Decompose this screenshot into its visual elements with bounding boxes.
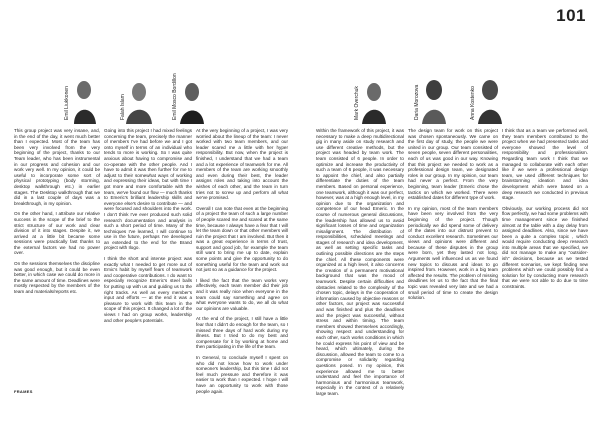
- paragraph: In my opinion, most of the team members have been very involved from the very beginning of the project. Though periodically we did spend some of delivery of the dates into our distrust prevent to conduct excellent research. Sometimes our views and opinions were different and because of these disputes in the group were born, yet they lasted not long. Arguments well influenced us as we found new topics to discuss and ideas to go inspired from. However, work in a big team affected the results. The problem of missing deadlines let us to the fact that the final topic was revealed very late and we had a small period of time to create the design solution.: [408, 205, 498, 301]
- team-member-name: Emil Mosco Bordillon: [172, 73, 178, 120]
- paragraph: Obviously, our working process did not flow perfectly, we had some problems with time management since we finished almost at the table with a day delay from assigned deadlines. Also, since we have been a quite a complex topic , which would require conducting deep research into multiple areas that we specified, we did not manage to make any "outsider-ish" decisions, because as we tested different scenarios, we kept finding new problems which we could possibly find a solution for by conducting more research that we were not able to do due to time constraints.: [502, 205, 588, 290]
- team-photo: [170, 20, 206, 124]
- paragraph: At the end of the project, I still have a little fear that I didn't do enough for the team, so I missed three days of hard work during my illness. But I tried to do my best and compensate for it by working at home and then participating in the life of the team.: [196, 316, 288, 350]
- team-member-name: Emil Liukkonen: [64, 86, 70, 120]
- team-member-name: Anna Kostenko: [470, 86, 476, 120]
- team-photo: [62, 20, 98, 124]
- paragraph: This group project was very insane, and, in the end of the day, it went much better than I expected. Most of the team has been very involved from the very beginning of the project, thanks to our Team leader, who has been instrumental in our progress and cohesion and our work very well. In my opinion, it could be useful to incorporate some sort of physical prototyping (body storming, desktop walkthrough etc.) in earlier stages. The Desktop walkthrough that we did in a last couple of days was a breakthrough, in my opinion.: [14, 128, 100, 206]
- team-member-name: Falah Islam: [120, 94, 126, 120]
- paragraph: Going into this project I had mixed feelings concerning the team, precisely the manner of members I've had before we and I got onto myself in terms of an individual who tends to more is working. So I was quite anxious about having to compromise and co-operate with the other people. And I have to admit it was then further for me to adjust to their somewhat ways of working and expressing their ideas, but with time I got more and more comfortable with the team, we've found our flow — much thanks to Emeric's brilliant leadership skills and everyone else's desire to contribute — and were focused and shoulders into the work. I don't think I've ever produced such solid research documentation and analysis in such a short period of time. Many of the techniques I've learned, I will continue to use in the future, perhaps I've developed an extended to the end for the Brand project with Ilogo.: [104, 128, 192, 251]
- testimonial-column: [316, 128, 404, 402]
- testimonial-column: [104, 128, 192, 328]
- testimonial-column: [502, 128, 588, 295]
- team-photo: [468, 20, 504, 124]
- page-number: 101: [556, 6, 586, 25]
- paragraph: I think the short and intense project was exactly what I needed to get more out of Emic's habit by myself fears of teamwork and cooperative contributions. I do want to especially recognize Emeric's steel balls for putting up with us and guiding us to the right tracks. As well as every member's input and efforts — at the end it was a pleasure to work with this team in the scope of this project. It changed a lot of the views I had on group works, leadership and other people's potentials.: [104, 256, 192, 323]
- paragraph: At the very beginning of a project, I was very worried about the lineup of the team: I never worked with two team members, and our leader scared me a little with her hyper responsibility. But now, when the project is finished, I understand that we had a team and a lot experience of teamwork for me. All members of the team are working smoothly and even during their best, the leader assigns roles and taking into account the wishes of each other, and the team in turn tries not to screw up and perform all what we've promised.: [196, 128, 288, 201]
- paragraph: The design team for work on this project was chosen spontaneously. We came on the first day of study, the people we were united in our group. Our team consisted of seven people, seven different personalities, each of us was good in our way. Knowing that this project we needed to work as a professional design team, we designated roles in our group. In my opinion, our team had never a perfect. From the very beginning, team leader (Emeric chose the tactics on which we worked. There were established dates for different type of work.: [408, 128, 498, 201]
- paragraph: On the sessions themselves the discipline was good enough, but it could be even better, in which case we could do more in the same amount of time. Deadlines were mostly respected by the members of the team and materials/reports etc.: [14, 261, 100, 295]
- testimonial-column: [14, 128, 100, 300]
- testimonial-column: [196, 128, 288, 399]
- team-member-name: Mark Overchuk: [354, 86, 360, 120]
- paragraph: In General, to conclude myself I spent on who did not know how to work under someone's leadership, but this time I did not feel much pressure and therefore it was easier to work than I expected. I hope I will have an opportunity to work with those people again.: [196, 354, 288, 394]
- team-photo: [118, 20, 154, 124]
- paragraph: Within the framework of this project, it was necessary to make a deep multidirectional gig in many aside on study research and use different creative methods, but the project was headed by team work. The team consisted of 6 people. In order to optimize and increase the productivity of such a team of 6 people, it was necessary to appoint the chief, and also partially differentiate the duties of the team members. Based on personal experience, one teamwork, although it was our perfect, however, was at a high enough level, in my opinion due to the organization and competence of our head Emeric. In the course of numerous general discussions, the leadership has allowed us to avoid significant losses of time and organization misalignment. The distribution of responsibilities, scheduled meetings and stages of research and idea development, as well as setting specific tasks and outlining possible directions are the steps the chief. All these components were organized at a high level, it also concerns the creation of a permanent motivational background that was the mood of teamwork. Despite certain difficulties and obstacles related to the complexity of the chosen topic, delays in the cooperation of information caused by objective reasons or other factors, our project was successful and was finished and plus the deadlines and the project was successful, without stress and within timing. The team members showed themselves accordingly, showing respect and understanding for each other, such works conditions in which he could express his point of view and be heard, which ultimately, during the discussion, allowed the team to come to a compromise or solidarity regarding questions posed. In my opinion, this experience allowed me to better understand and feel the importance of harmonious and harmonious teamwork, especially in the context of a relatively large team.: [316, 128, 404, 396]
- team-member-name: Daria Morozova: [414, 84, 420, 120]
- team-photo: [352, 20, 388, 124]
- paragraph: I think that as a team we performed well, they team members contributed to the project when we had presented tasks and everyone showed the level of responsibility and professionalism. Regarding team work I think that we managed to collaborate with each other like if we were a professional design team, we used different techniques for brainstorming ideation and idea development which were based on a deep research we conducted in previous stage.: [502, 128, 588, 201]
- frame-label: FRAMES: [14, 389, 33, 394]
- paragraph: On the other hand, I attribute our relative success in the scope of the brief to the strict structure of our work and clear division of it into stages. Despite it, we arrived at a little bit became some sessions were practically fast thanks to the external factors we had no power over.: [14, 211, 100, 256]
- team-photo: [412, 20, 448, 124]
- testimonial-column: [408, 128, 498, 306]
- paragraph: Overall I can note that even at the beginning of a project the team of such a large number of people scared me and scared at the same time, because I always have a fear that I will let the team down or that other members will ruin the project that I am involved. But then it was a great experience in terms of trust, support and good job, for example the team still want to bring me up to date, explain some points and give the opportunity to do something useful for the team and work out not just so as a guidance for the project.: [196, 205, 288, 273]
- paragraph: I liked the fact that the team works very affectively, each team member did their job and it was really nice when everyone in the team could say something and agree on what everyone wants to do, we all do what our opinions are valuable.: [196, 277, 288, 311]
